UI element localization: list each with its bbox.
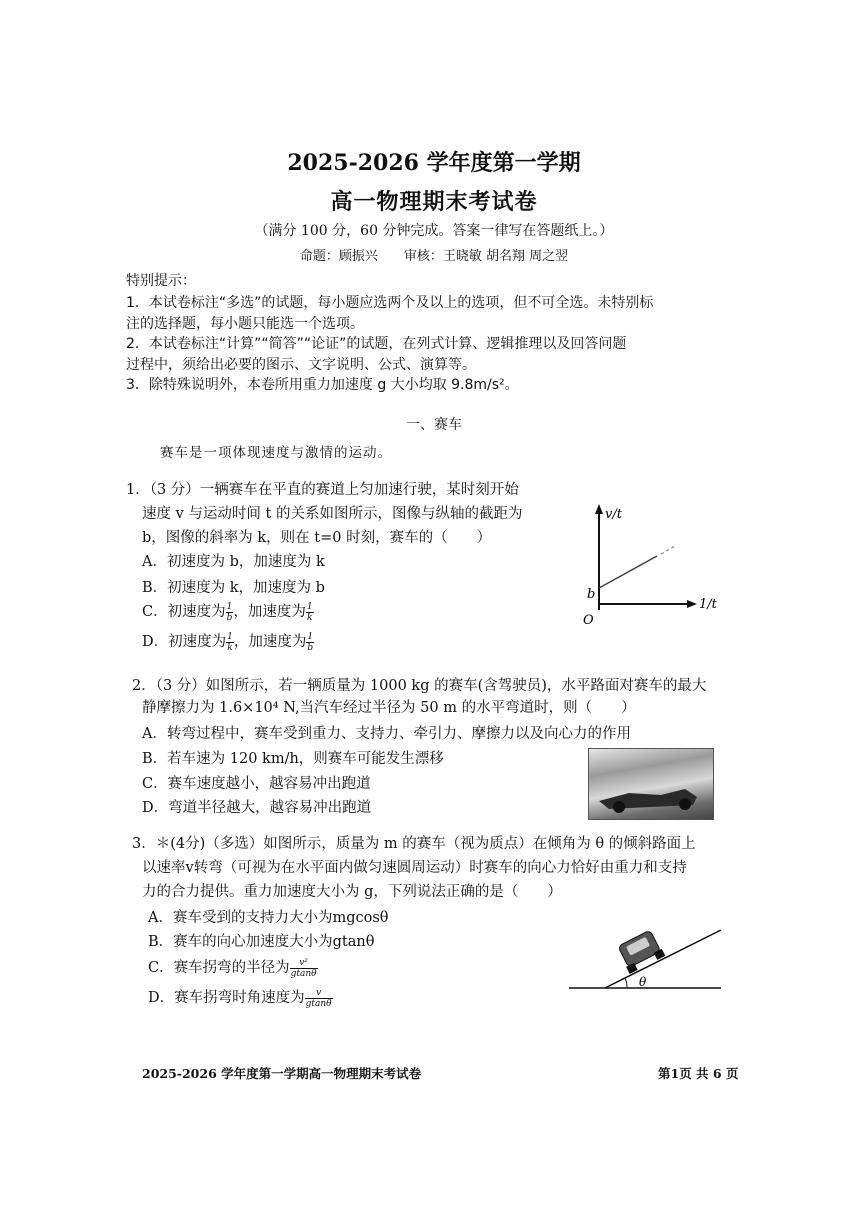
race-car-front-icon <box>616 929 665 974</box>
q3-option-c <box>148 956 318 979</box>
incline-slope <box>605 930 721 988</box>
q3-option-c-prefix: C．赛车拐弯的半径为 <box>148 960 290 976</box>
notice-heading: 特别提示： <box>126 273 196 289</box>
q1-option-c-prefix: C．初速度为 <box>142 604 226 620</box>
q1-stem-line-1: 1．（3 分）一辆赛车在平直的赛道上匀加速行驶，某时刻开始 <box>126 482 519 498</box>
section-intro: 赛车是一项体现速度与激情的运动。 <box>160 445 392 461</box>
q1-option-d-middle: ，加速度为 <box>233 634 307 650</box>
notice-line-2: 注的选择题，每小题只能选一个选项。 <box>126 316 364 332</box>
q3-option-b: B．赛车的向心加速度大小为gtanθ <box>148 934 375 950</box>
frac-numerator: 1 <box>226 601 233 612</box>
frac-denominator: b <box>226 612 233 623</box>
graph-y-label: v/t <box>605 507 622 522</box>
notice-line-1: 1．本试卷标注“多选”的试题，每小题应选两个及以上的选项，但不可全选。未特别标 <box>126 295 654 311</box>
q1-option-a: A．初速度为 b，加速度为 k <box>142 554 325 570</box>
q2-option-a: A．转弯过程中，赛车受到重力、支持力、牵引力、摩擦力以及向心力的作用 <box>142 726 631 742</box>
q1-option-c <box>142 600 314 623</box>
graph-line-extension <box>661 546 675 554</box>
graph-x-label: 1/t <box>699 597 717 612</box>
q3-option-d-prefix: D．赛车拐弯时角速度为 <box>148 990 305 1006</box>
q3-stem-line-3: 力的合力提供。重力加速度大小为 g，下列说法正确的是（ ） <box>142 884 562 900</box>
q2-option-b: B．若车速为 120 km/h，则赛车可能发生漂移 <box>142 751 444 767</box>
notice-line-4: 过程中，须给出必要的图示、文字说明、公式、演算等。 <box>126 357 476 373</box>
exam-title-year: 2025-2026 学年度第一学期 <box>287 150 581 176</box>
q3-stem-line-2: 以速率v转弯（可视为在水平面内做匀速圆周运动）时赛车的向心力恰好由重力和支持 <box>142 860 687 876</box>
incline-angle-arc <box>625 978 627 988</box>
q2-option-c: C．赛车速度越小，越容易冲出跑道 <box>142 776 371 792</box>
frac-denominator: gtanθ <box>305 998 332 1009</box>
q3-incline-diagram <box>565 908 725 993</box>
incline-angle-label: θ <box>639 975 647 989</box>
frac-denominator: gtanθ <box>290 968 317 979</box>
q2-option-d: D．弯道半径越大，越容易冲出跑道 <box>142 800 372 816</box>
q3-option-a: A．赛车受到的支持力大小为mgcosθ <box>148 910 389 926</box>
q1-velocity-graph <box>575 500 725 635</box>
q1-option-d <box>142 630 314 653</box>
frac-denominator: k <box>227 642 233 653</box>
q1-option-c-frac-2 <box>306 602 314 623</box>
frac-denominator: k <box>307 612 313 623</box>
notice-line-3: 2．本试卷标注“计算”“简答”“论证”的试题，在列式计算、逻辑推理以及回答问题 <box>126 336 627 352</box>
frac-numerator: 1 <box>306 601 313 612</box>
frac-numerator: 1 <box>227 631 233 642</box>
footer-exam-name: 2025-2026 学年度第一学期高一物理期末考试卷 <box>142 1066 422 1081</box>
frac-numerator: v² <box>290 958 318 969</box>
graph-line <box>599 556 657 588</box>
exam-title: 高一物理期末考试卷 <box>330 189 538 215</box>
q3-option-c-frac <box>290 958 318 979</box>
graph-x-arrow-icon <box>687 600 697 608</box>
graph-intercept-label: b <box>587 587 596 602</box>
section-title: 一、赛车 <box>406 417 462 433</box>
frac-numerator: v <box>305 988 333 999</box>
q1-option-d-frac-2 <box>306 632 314 653</box>
q2-stem-line-2: 静摩擦力为 1.6×10⁴ N,当汽车经过半径为 50 m 的水平弯道时，则（ ） <box>142 700 636 716</box>
q1-option-c-middle: ，加速度为 <box>233 604 306 620</box>
footer-page-number: 第1页 共 6 页 <box>658 1066 739 1081</box>
q1-option-d-prefix: D．初速度为 <box>142 634 227 650</box>
exam-subtitle: （满分 100 分，60 分钟完成。答案一律写在答题纸上。） <box>254 223 614 239</box>
graph-y-arrow-icon <box>595 504 603 514</box>
race-car-icon <box>589 749 713 819</box>
graph-origin-label: O <box>583 613 594 628</box>
q1-option-d-frac-1 <box>226 632 234 653</box>
q3-stem-line-1: 3．＊(4分)（多选）如图所示，质量为 m 的赛车（视为质点）在倾角为 θ 的倾斜路面上 <box>132 836 696 852</box>
exam-authors: 命题：顾振兴 审核：王晓敏 胡名翔 周之翌 <box>299 249 569 264</box>
q1-stem-line-3: b，图像的斜率为 k，则在 t=0 时刻，赛车的（ ） <box>142 530 492 546</box>
frac-denominator: b <box>307 642 314 653</box>
q1-stem-line-2: 速度 v 与运动时间 t 的关系如图所示，图像与纵轴的截距为 <box>142 506 523 522</box>
race-car-photo <box>588 748 714 820</box>
q3-option-d-frac <box>305 988 333 1009</box>
notice-line-5: 3．除特殊说明外，本卷所用重力加速度 g 大小均取 9.8m/s²。 <box>126 377 519 393</box>
frac-numerator: 1 <box>307 631 314 642</box>
q2-stem-line-1: 2．（3 分）如图所示，若一辆质量为 1000 kg 的赛车(含驾驶员)，水平路面对赛车的最大 <box>132 678 707 694</box>
q3-option-d <box>148 986 333 1009</box>
q1-option-b: B．初速度为 k，加速度为 b <box>142 580 325 596</box>
